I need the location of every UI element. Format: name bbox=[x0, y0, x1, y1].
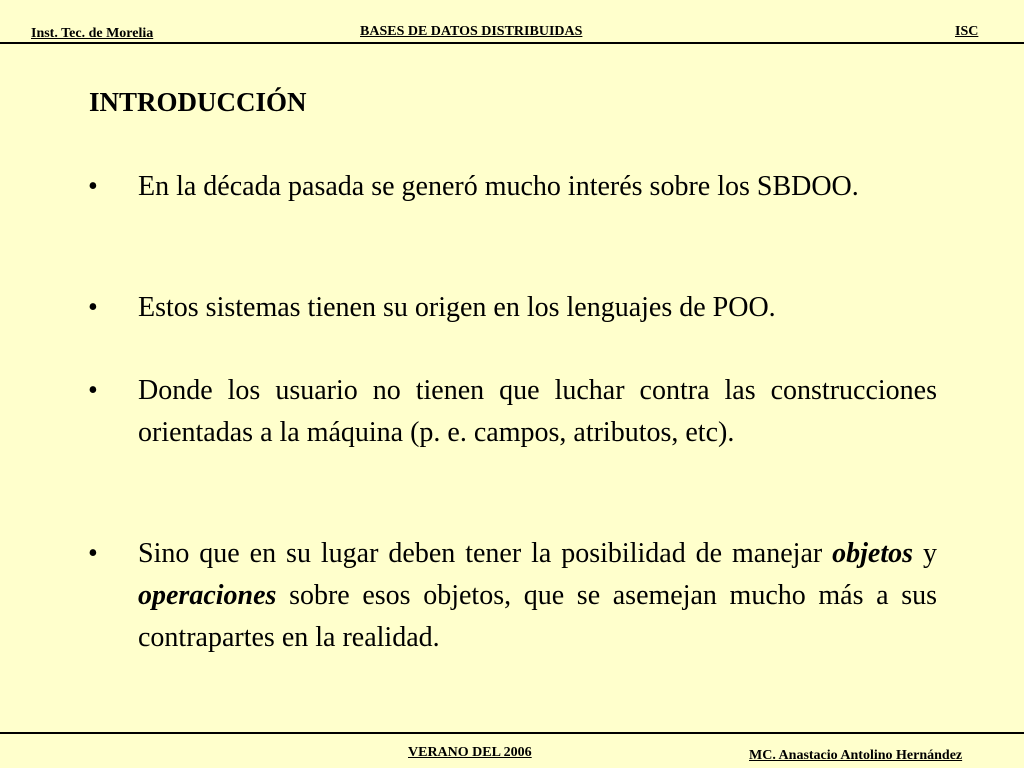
emphasis-objetos: objetos bbox=[832, 538, 914, 569]
bullet-icon: • bbox=[88, 292, 98, 323]
bullet-text: Estos sistemas tienen su origen en los lenguajes de POO. bbox=[138, 292, 776, 323]
header-course-title: BASES DE DATOS DISTRIBUIDAS bbox=[360, 24, 583, 39]
slide-title: INTRODUCCIÓN bbox=[89, 87, 307, 117]
bullet-text-part: Sino que en su lugar deben tener la posibilidad de manejar bbox=[138, 538, 833, 569]
bullet-text: En la década pasada se generó mucho interés sobre los SBDOO. bbox=[138, 171, 859, 202]
footer-term: VERANO DEL 2006 bbox=[408, 745, 532, 760]
bullet-icon: • bbox=[88, 171, 98, 202]
header-program: ISC bbox=[955, 24, 979, 39]
header-divider bbox=[0, 42, 1024, 44]
header-institution: Inst. Tec. de Morelia bbox=[31, 26, 154, 41]
bullet-text bbox=[138, 533, 937, 659]
bullet-text-part: sobre esos objetos, que se asemejan mucho más a sus contrapartes en la realidad. bbox=[138, 580, 937, 653]
emphasis-operaciones: operaciones bbox=[138, 580, 277, 611]
bullet-text: Donde los usuario no tienen que luchar contra las construcciones orientadas a la máquina (p. e. campos, atributos, etc). bbox=[138, 375, 937, 448]
bullet-icon: • bbox=[88, 538, 98, 569]
footer-author: MC. Anastacio Antolino Hernández bbox=[749, 748, 963, 763]
bullet-text-part: y bbox=[913, 538, 937, 569]
bullet-icon: • bbox=[88, 375, 98, 406]
footer-divider bbox=[0, 732, 1024, 734]
